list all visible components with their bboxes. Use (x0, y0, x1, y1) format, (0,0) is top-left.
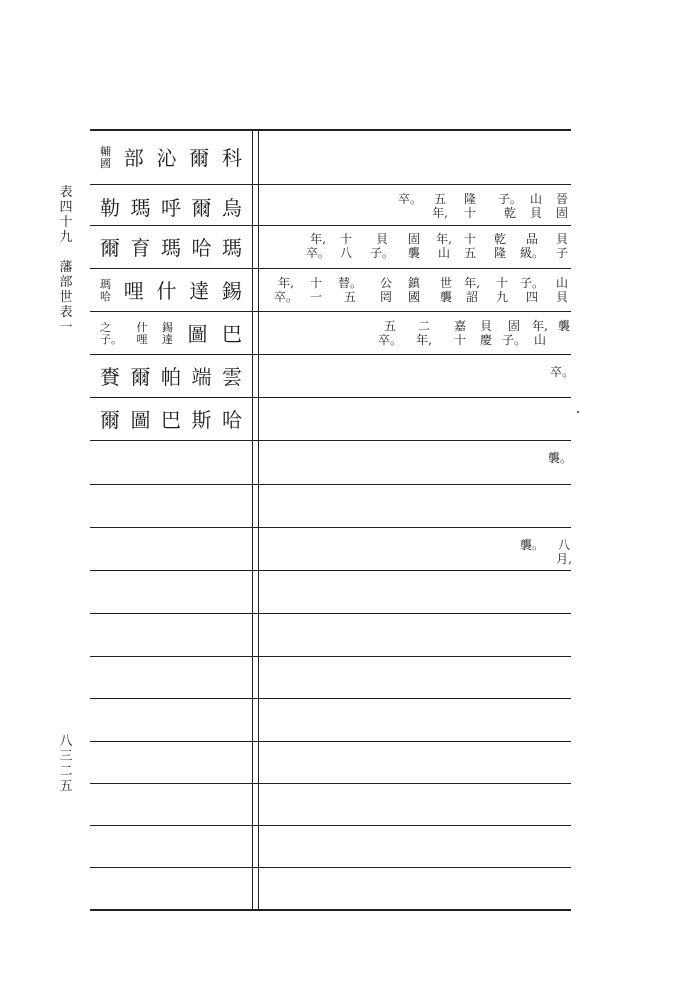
name-char: 什 (156, 279, 177, 303)
name-small-pair (162, 322, 173, 346)
margin-char: 一 (59, 320, 73, 335)
name-char: 哈 (191, 236, 212, 260)
note-cell (265, 228, 575, 268)
name-char: 哩 (123, 279, 144, 303)
name-char: 錫 (222, 279, 242, 303)
note-column: 十 一 (309, 276, 322, 304)
row-rule (90, 268, 571, 269)
note-column: 晉 固 (555, 192, 568, 220)
name-cell (94, 138, 250, 178)
row-rule (90, 867, 571, 868)
name-char: 賚 (100, 365, 120, 389)
note-column: 貝 子。 (370, 232, 395, 260)
name-char: 勒 (100, 196, 120, 220)
name-small-char: 哩 (136, 333, 148, 346)
note-column: 山 貝 (555, 276, 568, 304)
name-small-char: 達 (162, 333, 173, 346)
note-column: 貝 子 (555, 232, 568, 260)
name-char: 巴 (161, 408, 181, 432)
name-char: 呼 (161, 196, 181, 220)
note-column: 乾 隆 (493, 232, 506, 260)
name-cell (94, 271, 250, 311)
row-rule (90, 129, 571, 131)
note-column: 年, 山 (436, 232, 452, 260)
name-char: 斯 (191, 408, 212, 432)
name-small-pair (100, 146, 111, 170)
note-cell (265, 272, 575, 312)
note-column: 年, 卒。 (274, 276, 299, 304)
note-cell (265, 188, 575, 228)
name-char: 部 (123, 146, 144, 170)
page-number (57, 734, 75, 794)
note-cell (265, 443, 575, 483)
margin-char: 五 (59, 779, 73, 794)
name-cell (94, 400, 250, 440)
name-char: 育 (130, 236, 151, 260)
name-char: 端 (191, 365, 212, 389)
note-column: 品 級。 (520, 232, 545, 260)
note-column: 嘉 十 (453, 319, 466, 347)
name-small-pair (100, 322, 122, 346)
row-rule (90, 484, 571, 485)
name-small-char: 子。 (100, 333, 122, 346)
note-column: 年, 山 (532, 319, 548, 347)
note-column: 替。 五 (338, 276, 363, 304)
name-char: 達 (189, 279, 210, 303)
note-column: 隆 十 (463, 192, 476, 220)
row-rule (90, 184, 571, 185)
note-column: 八 月, (556, 538, 572, 566)
name-char: 雲 (222, 365, 242, 389)
note-column: 鎮 國 (407, 276, 420, 304)
note-column: 年, 詔 (464, 276, 480, 304)
note-column: 十 八 (339, 232, 352, 260)
name-small-char: 什 (136, 321, 148, 334)
margin-char: 三 (59, 749, 73, 764)
margin-char: 二 (59, 764, 73, 779)
note-column: 十 五 (463, 232, 476, 260)
note-column: 山 貝 (529, 192, 542, 220)
name-char: 瑪 (130, 196, 151, 220)
name-cell (94, 314, 250, 354)
note-column: 五 卒。 (378, 319, 403, 347)
name-char: 巴 (222, 322, 242, 346)
note-column: 襲 (557, 319, 570, 333)
name-char: 爾 (100, 408, 120, 432)
row-rule (90, 825, 571, 826)
margin-char: 十 (59, 215, 73, 230)
name-char: 爾 (130, 365, 151, 389)
row-rule (90, 783, 571, 784)
margin-char: 表 (59, 305, 73, 320)
note-column: 公 罔 (379, 276, 392, 304)
note-column: 世 襲 (439, 276, 452, 304)
name-char: 瑪 (161, 236, 181, 260)
margin-char: 世 (59, 290, 73, 305)
name-small-char: 瑪 (100, 278, 111, 291)
name-cell (94, 357, 250, 397)
margin-char: 部 (59, 275, 73, 290)
running-head-title (57, 185, 75, 335)
name-small-char: 輔 (100, 145, 111, 158)
row-rule (90, 397, 571, 398)
name-char: 圖 (130, 408, 151, 432)
note-cell (265, 315, 575, 355)
margin-char: 八 (59, 734, 73, 749)
name-small-char: 之 (100, 321, 111, 334)
margin-char: 表 (59, 185, 73, 200)
note-cell (265, 528, 575, 568)
name-small-char: 哈 (100, 290, 111, 303)
row-rule (90, 440, 571, 441)
note-column: 卒。 (550, 365, 575, 379)
note-column: 十 九 (495, 276, 508, 304)
note-column: 固 子。 (502, 319, 527, 347)
name-char: 哈 (222, 408, 242, 432)
name-char: 瑪 (222, 236, 242, 260)
row-rule (90, 741, 571, 742)
margin-char: 藩 (59, 260, 73, 275)
row-rule (90, 909, 571, 911)
note-column: 五 年, (432, 192, 448, 220)
note-column: 襲。 (520, 538, 545, 552)
note-column: 固 襲 (407, 232, 420, 260)
note-cell (265, 357, 575, 397)
note-column: 年, 卒。 (306, 232, 331, 260)
name-char: 沁 (156, 146, 177, 170)
name-cell (94, 228, 250, 268)
row-rule (90, 656, 571, 657)
name-char: 圖 (187, 322, 208, 346)
name-char: 爾 (189, 146, 210, 170)
name-char: 科 (222, 146, 242, 170)
note-column: 貝 慶 (479, 319, 492, 347)
name-char: 烏 (222, 196, 242, 220)
margin-char: 四 (59, 200, 73, 215)
column-rule (252, 129, 253, 909)
row-rule (90, 698, 571, 699)
column-rule (258, 129, 259, 909)
name-cell (94, 188, 250, 228)
row-rule (90, 613, 571, 614)
name-small-char: 錫 (162, 321, 173, 334)
note-column: 二 年, (416, 319, 432, 347)
name-char: 帕 (161, 365, 181, 389)
speck-mark (577, 411, 579, 413)
margin-char: 九 (59, 230, 73, 245)
note-column: 卒。 (398, 192, 423, 206)
name-small-pair (100, 279, 111, 303)
note-column: 襲。 (548, 451, 573, 465)
name-char: 爾 (100, 236, 120, 260)
row-rule (90, 570, 571, 571)
name-small-pair (137, 322, 148, 346)
note-column: 子。 乾 (498, 192, 523, 220)
note-column: 子。 四 (520, 276, 545, 304)
name-char: 爾 (191, 196, 212, 220)
name-small-char: 國 (100, 157, 111, 170)
